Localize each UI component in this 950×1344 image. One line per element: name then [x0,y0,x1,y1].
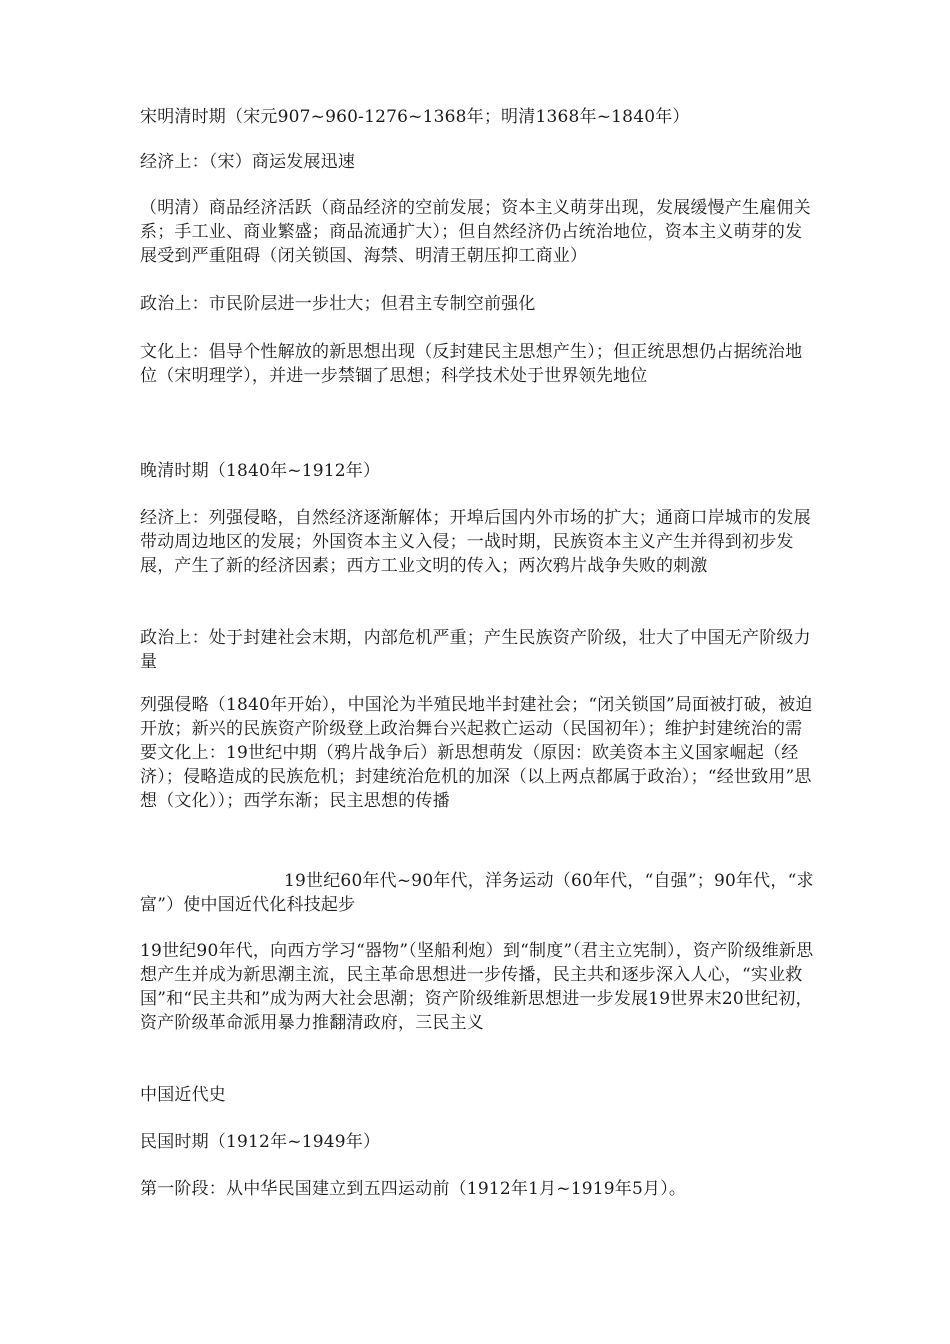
paragraph-late-qing-politics: 政治上：处于封建社会末期，内部危机严重；产生民族资产阶级，壮大了中国无产阶级力量 [140,628,811,672]
paragraph-ming-qing-economy: （明清）商品经济活跃（商品经济的空前发展；资本主义萌芽出现，发展缓慢产生雇佣关系；手工业、商业繁盛；商品流通扩大）；但自然经济仍占统治地位，资本主义萌芽的发展受到严重阻碍（闭关锁国、海禁、明清王朝压抑工商业） [140,198,811,266]
paragraph-late-qing-heading: 晚清时期（1840年~1912年） [140,461,381,481]
paragraph-song-ming-qing-heading: 宋明清时期（宋元907~960-1276~1368年；明清1368年~1840年） [140,107,690,127]
paragraph-song-culture: 文化上：倡导个性解放的新思想出现（反封建民主思想产生）；但正统思想仍占据统治地位（宋明理学），并进一步禁锢了思想；科学技术处于世界领先地位 [140,342,803,386]
paragraph-foreign-invasion: 列强侵略（1840年开始），中国沦为半殖民地半封建社会；“闭关锁国”局面被打破，被迫开放；新兴的民族资产阶级登上政治舞台兴起救亡运动（民国初年）；维护封建统治的需要文化上：19世纪中期（鸦片战争后）新思想萌发（原因：欧美资本主义国家崛起（经济）；侵略造成的民族危机；封建统治危机的加深（以上两点都属于政治）；“经世致用”思想（文化））；西学东渐；民主思想的传播 [140,695,813,811]
paragraph-first-stage: 第一阶段：从中华民国建立到五四运动前（1912年1月~1919年5月）。 [140,1179,687,1199]
paragraph-republic-heading: 民国时期（1912年~1949年） [140,1132,381,1152]
paragraph-westernization-movement: 19世纪60年代~90年代，洋务运动（60年代，“自强”；90年代，“求富”）使中国近代化科技起步 [140,871,814,915]
paragraph-reform-thought: 19世纪90年代，向西方学习“器物”（坚船利炮）到“制度”（君主立宪制），资产阶级维新思想产生并成为新思潮主流，民主革命思想进一步传播，民主共和逐步深入人心，“实业救国”和“民主共和”成为两大社会思潮；资产阶级维新思想进一步发展19世界末20世纪初，资产阶级革命派用暴力推翻清政府，三民主义 [140,941,814,1033]
paragraph-song-politics: 政治上：市民阶层进一步壮大；但君主专制空前强化 [140,294,536,314]
paragraph-song-economy: 经济上：（宋）商运发展迅速 [140,152,356,172]
paragraph-modern-history-heading: 中国近代史 [140,1085,226,1105]
paragraph-late-qing-economy: 经济上：列强侵略，自然经济逐渐解体；开埠后国内外市场的扩大；通商口岸城市的发展带动周边地区的发展；外国资本主义入侵；一战时期，民族资本主义产生并得到初步发展，产生了新的经济因素；西方工业文明的传入；两次鸦片战争失败的刺激 [140,508,811,576]
